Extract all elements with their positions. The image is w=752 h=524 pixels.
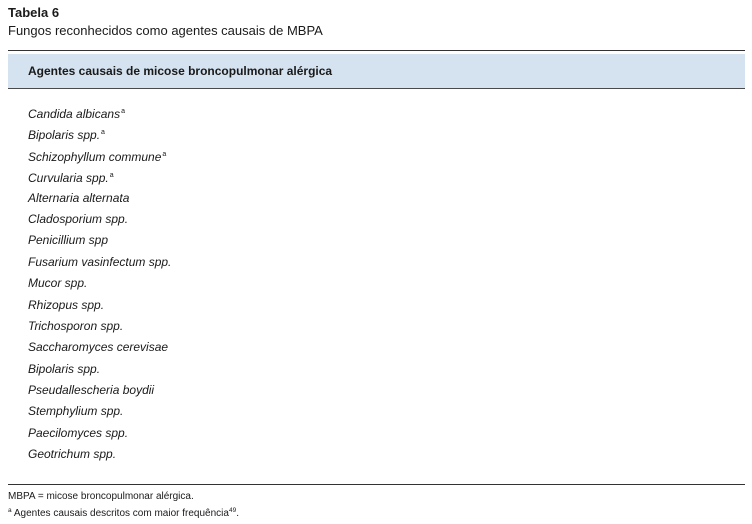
species-name: Trichosporon spp. xyxy=(28,318,124,333)
species-name: Paecilomyces spp. xyxy=(28,425,129,440)
species-row xyxy=(28,211,171,232)
species-name: Curvularia spp. xyxy=(28,171,109,186)
footnote-text: Agentes causais descritos com maior frequência xyxy=(11,508,229,519)
species-row xyxy=(28,382,171,403)
species-row xyxy=(28,446,171,467)
species-name: Fusarium vasinfectum spp. xyxy=(28,254,172,269)
species-row xyxy=(28,254,171,275)
species-row xyxy=(28,190,171,211)
species-row xyxy=(28,168,171,189)
species-name: Rhizopus spp. xyxy=(28,297,105,312)
footnote-reference: 49 xyxy=(228,507,237,514)
abbreviation-note: MBPA = micose broncopulmonar alérgica. xyxy=(8,491,194,502)
top-rule xyxy=(8,50,745,51)
species-footnote-mark: a xyxy=(101,129,105,137)
species-name: Candida albicans xyxy=(28,107,121,121)
column-header: Agentes causais de micose broncopulmonar alérgica xyxy=(28,64,333,78)
footnote-mark: a xyxy=(8,507,12,514)
species-name: Bipolaris spp. xyxy=(28,128,101,143)
species-name: Cladosporium spp. xyxy=(28,211,129,226)
species-footnote-mark: a xyxy=(109,172,114,180)
species-row xyxy=(28,104,171,125)
species-name: Bipolaris spp. xyxy=(28,361,101,376)
bottom-rule xyxy=(8,484,745,485)
species-row xyxy=(28,318,171,339)
species-name: Mucor spp. xyxy=(28,276,88,291)
footnote-end: . xyxy=(236,508,239,519)
species-footnote-mark: a xyxy=(162,150,167,158)
species-row xyxy=(28,232,171,253)
species-row xyxy=(28,361,171,382)
species-name: Penicillium spp xyxy=(28,233,109,248)
species-name: Stemphylium spp. xyxy=(28,404,124,419)
species-name: Saccharomyces cerevisae xyxy=(28,340,169,355)
species-footnote-mark: a xyxy=(121,108,125,115)
species-name: Schizophyllum commune xyxy=(28,149,162,164)
table-title: Fungos reconhecidos como agentes causais de MBPA xyxy=(8,23,323,38)
table-label: Tabela 6 xyxy=(8,5,60,20)
table-header xyxy=(8,54,745,89)
species-row xyxy=(28,275,171,296)
species-row xyxy=(28,297,171,318)
species-row xyxy=(28,147,171,168)
species-row xyxy=(28,339,171,360)
species-list xyxy=(28,104,171,468)
species-row xyxy=(28,425,171,446)
species-name: Pseudallescheria boydii xyxy=(28,383,155,398)
species-row xyxy=(28,125,171,146)
species-row xyxy=(28,403,171,424)
species-name: Geotrichum spp. xyxy=(28,447,117,462)
footnote xyxy=(8,504,239,520)
species-name: Alternaria alternata xyxy=(28,190,130,205)
